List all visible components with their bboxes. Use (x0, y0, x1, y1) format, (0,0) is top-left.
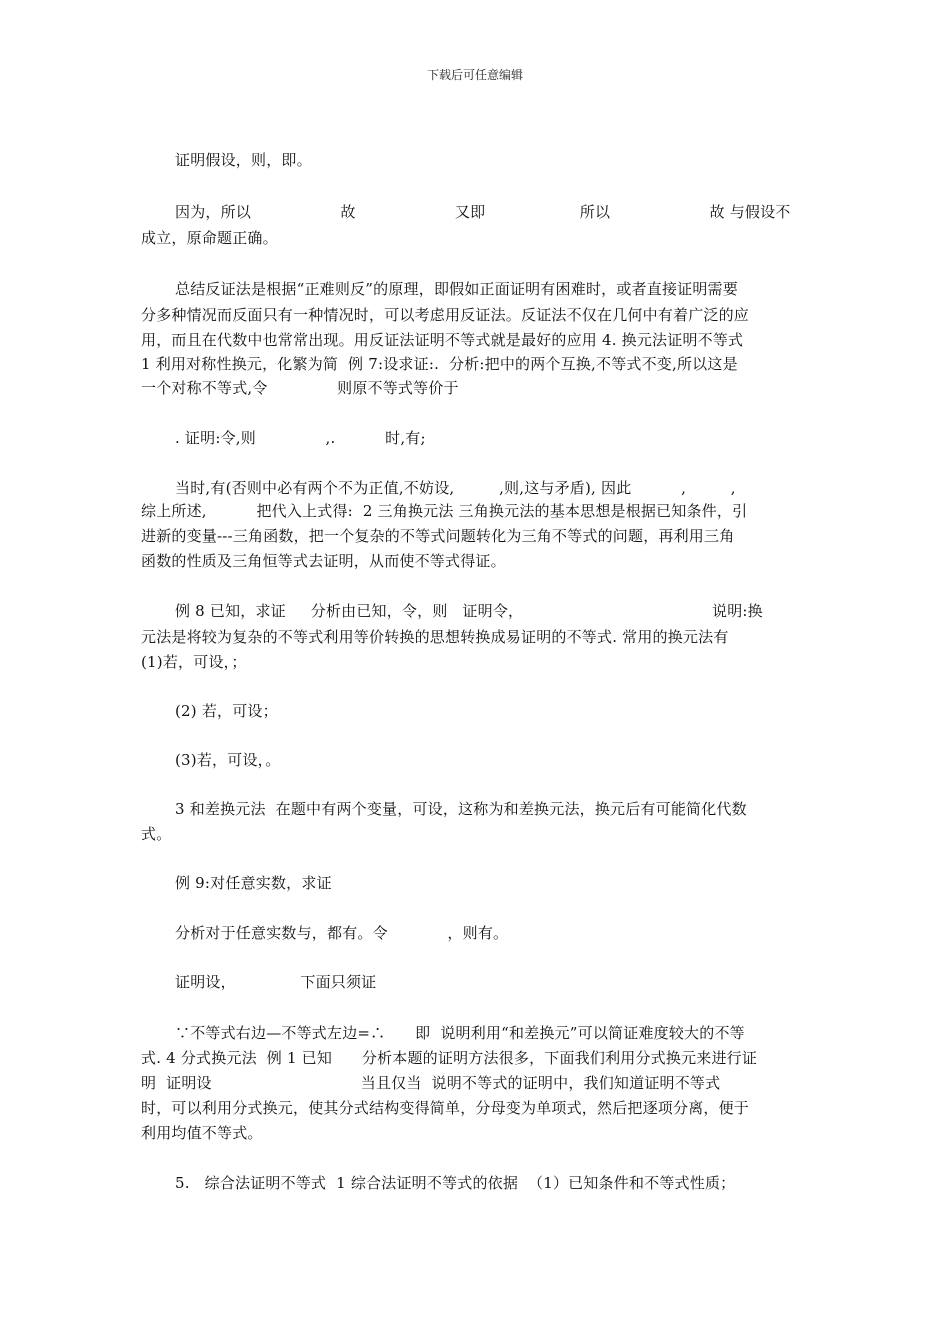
text-line: 成立，原命题正确。 (141, 229, 278, 247)
text-line: 例 9:对任意实数，求证 (175, 874, 332, 892)
text-line: 1 利用对称性换元，化繁为简 例 7:设求证:. 分析:把中的两个互换,不等式不变,所以这是 (141, 355, 738, 373)
text-line: 式。 (141, 825, 172, 843)
text-line: 利用均值不等式。 (141, 1124, 263, 1142)
text-line: 3 和差换元法 在题中有两个变量，可设，这称为和差换元法，换元后有可能简化代数 (175, 800, 747, 818)
text-line: 时，可以利用分式换元，使其分式结构变得简单，分母变为单项式，然后把逐项分离，便于 (141, 1099, 750, 1117)
text-line: 综上所述, 把代入上式得: 2 三角换元法 三角换元法的基本思想是根据已知条件，引 (141, 502, 748, 520)
text-line: 函数的性质及三角恒等式去证明，从而使不等式得证。 (141, 552, 506, 570)
text-line: 例 8 已知，求证 分析由已知，令，则 证明令， 说明:换 (175, 602, 763, 620)
text-line: 证明设， 下面只须证 (175, 973, 377, 991)
text-line: 元法是将较为复杂的不等式利用等价转换的思想转换成易证明的不等式. 常用的换元法有 (141, 628, 729, 646)
text-line: 一个对称不等式,令 则原不等式等价于 (141, 379, 459, 397)
text-line: (1)若，可设，； (141, 653, 247, 671)
text-line: . 证明:令,则 ,. 时,有; (175, 429, 426, 447)
text-line: 用，而且在代数中也常常出现。用反证法证明不等式就是最好的应用 4. 换元法证明不等式 (141, 331, 744, 349)
text-line: 5. 综合法证明不等式 1 综合法证明不等式的依据 （1）已知条件和不等式性质； (175, 1174, 736, 1192)
text-line: 式. 4 分式换元法 例 1 已知 分析本题的证明方法很多，下面我们利用分式换元来进行证 (141, 1049, 758, 1067)
text-line: (2) 若，可设； (175, 702, 278, 720)
text-line: 分析对于任意实数与，都有。令 ，则有。 (175, 924, 509, 942)
text-line: 当时,有(否则中必有两个不为正值,不妨设, ,则,这与矛盾), 因此 , , (175, 479, 736, 497)
text-line: 因为，所以 故 又即 所以 故 与假设不 (175, 203, 791, 221)
text-line: 明 证明设 当且仅当 说明不等式的证明中，我们知道证明不等式 (141, 1074, 721, 1092)
text-line: 总结反证法是根据“正难则反”的原理，即假如正面证明有困难时，或者直接证明需要 (175, 280, 738, 298)
text-line: (3)若，可设，。 (175, 751, 281, 769)
text-line: 进新的变量---三角函数，把一个复杂的不等式问题转化为三角不等式的问题，再利用三角 (141, 527, 735, 545)
page-header-note: 下载后可任意编辑 (426, 68, 523, 82)
text-line: 证明假设，则，即。 (175, 151, 312, 169)
text-line: 分多种情况而反面只有一种情况时，可以考虑用反证法。反证法不仅在几何中有着广泛的应 (141, 306, 750, 324)
text-line: ∵不等式右边—不等式左边=∴ 即 说明利用“和差换元”可以简证难度较大的不等 (175, 1024, 745, 1042)
